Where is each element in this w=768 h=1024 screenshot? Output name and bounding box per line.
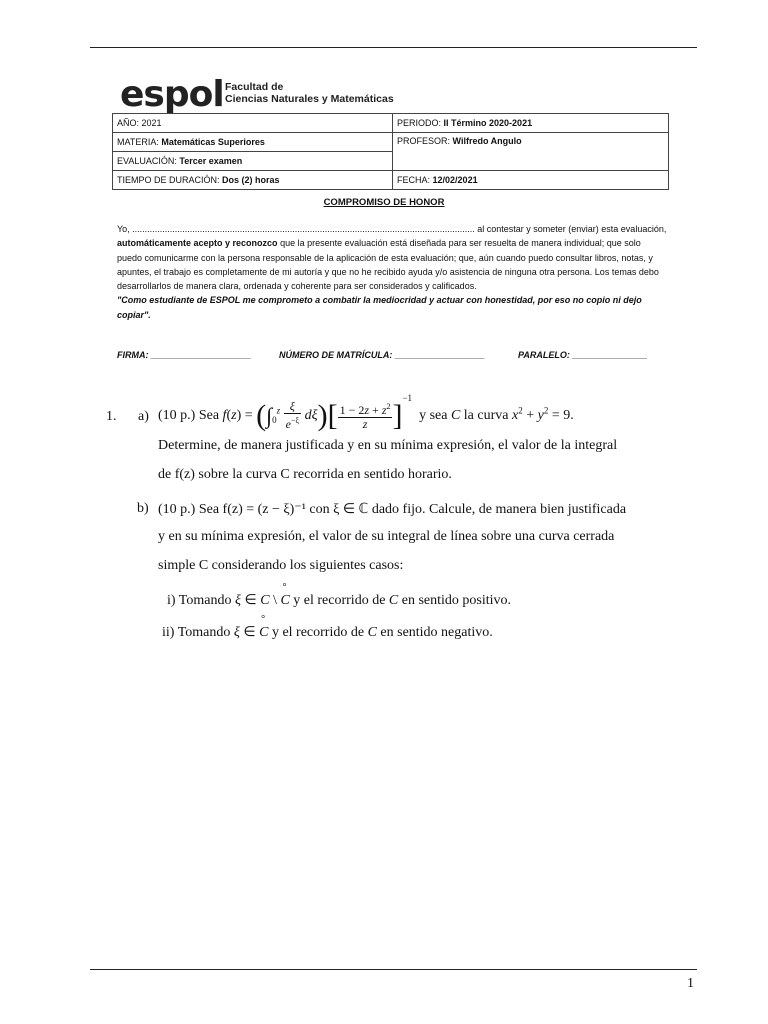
tiempo-cell: TIEMPO DE DURACIÓN: Dos (2) horas	[113, 171, 393, 190]
part-a-line-2: Determine, de manera justificada y en su mínima expresión, el valor de la integral	[158, 438, 618, 453]
matricula-field[interactable]: NÚMERO DE MATRÍCULA: __________________	[279, 350, 485, 360]
materia-cell: MATERIA: Matemáticas Superiores	[113, 133, 393, 152]
part-a-line-3: de f(z) sobre la curva C recorrida en sentido horario.	[158, 467, 452, 482]
case-ii: ii) Tomando ξ ∈ ° C y el recorrido de C en sentido negativo.	[162, 624, 493, 641]
top-rule	[90, 47, 697, 48]
page-number: 1	[687, 976, 694, 991]
espol-logo: espol	[120, 74, 224, 115]
part-b-line-1: (10 p.) Sea f(z) = (z − ξ)⁻¹ con ξ ∈ ℂ dado fijo. Calcule, de manera bien justificada	[158, 502, 627, 517]
honor-text-1: Yo, ......................................................................................................................................... al contestar y someter (enviar) esta evaluación,	[117, 224, 667, 234]
profesor-cell: PROFESOR: Wilfredo Angulo	[393, 133, 669, 171]
case-i-label: i)	[167, 593, 176, 608]
honor-text-2: que la presente evaluación está diseñada para ser resuelta de manera individual; que solo puedo comunicarme con la persona responsable de la aplicación de esta evaluación; que, aún cuando puedo consultar libros, notas, y apuntes, el trabajo es completamente de mi autoría y que no he recibido ayuda y/o asistencia de ninguna otra persona. Los temas debo desarrollarlos de manera clara, ordenada y coherente para ser considerados y calificados.	[117, 238, 659, 292]
case-ii-label: ii)	[162, 625, 175, 640]
part-a-points: (10 p.) Sea	[158, 408, 220, 423]
faculty-line-1: Facultad de	[225, 81, 284, 93]
part-a-label: a)	[138, 409, 149, 424]
evaluacion-cell: EVALUACIÓN: Tercer examen	[113, 152, 393, 171]
part-b-label: b)	[137, 501, 149, 516]
case-i: i) Tomando ξ ∈ C \ ° C y el recorrido de C en sentido positivo.	[167, 592, 511, 609]
firma-field[interactable]: FIRMA: ____________________	[117, 350, 252, 360]
periodo-cell: PERIODO: II Término 2020-2021	[393, 114, 669, 133]
exam-info-table	[112, 113, 669, 190]
honor-title: COMPROMISO DE HONOR	[323, 197, 445, 208]
honor-statement	[117, 222, 667, 322]
honor-text-bold: automáticamente acepto y reconozco	[117, 238, 278, 249]
bottom-rule	[90, 969, 697, 970]
part-b-line-2: y en su mínima expresión, el valor de su integral de línea sobre una curva cerrada	[158, 529, 615, 544]
question-number: 1.	[106, 409, 117, 424]
paralelo-field[interactable]: PARALELO: _______________	[518, 350, 648, 360]
part-a-formula: (10 p.) Sea $f(z) = (\int_0^z$ $\frac{\xi}{e^{-\xi}}$ dξ)[ $\frac{1 - 2z + z^2}{z}$ ]$^{-1}$ y sea C la curva $x^2 + y^2 = 9$.	[158, 393, 574, 432]
honor-quote: "Como estudiante de ESPOL me comprometo a combatir la mediocridad y actuar con honestidad, por eso no copio ni dejo copiar".	[117, 295, 642, 320]
anio-cell: AÑO: 2021	[113, 114, 393, 133]
faculty-line-2: Ciencias Naturales y Matemáticas	[225, 93, 394, 105]
faculty-name	[225, 81, 394, 105]
part-b-line-3: simple C considerando los siguientes casos:	[158, 558, 404, 573]
fecha-cell: FECHA: 12/02/2021	[393, 171, 669, 190]
